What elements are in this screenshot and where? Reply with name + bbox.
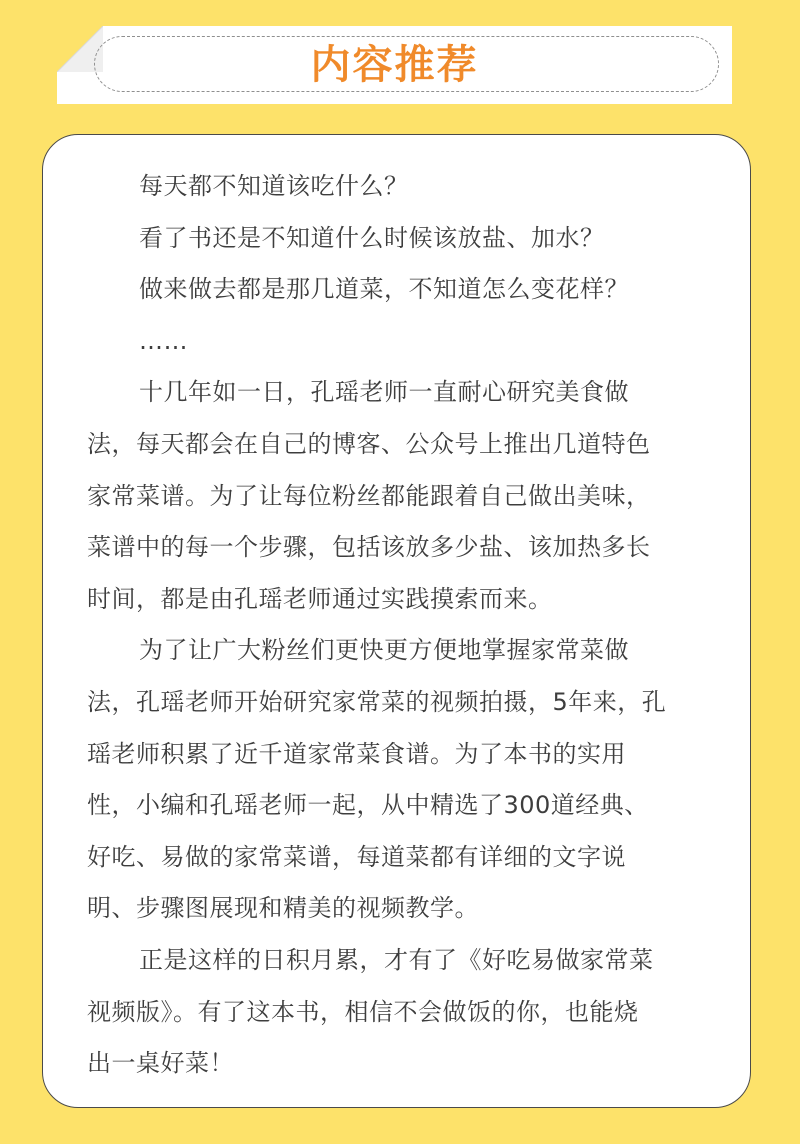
- text-line-8: 菜谱中的每一个步骤，包括该放多少盐、该加热多长: [87, 533, 651, 562]
- text-line-15: 明、步骤图展现和精美的视频教学。: [87, 894, 479, 923]
- page-title: 内容推荐: [310, 42, 479, 88]
- text-line-9: 时间，都是由孔瑶老师通过实践摸索而来。: [87, 584, 553, 613]
- text-line-16: 正是这样的日积月累，才有了《好吃易做家常菜: [139, 945, 654, 974]
- text-line-3: 做来做去都是那几道菜，不知道怎么变花样？: [139, 275, 629, 304]
- text-line-11: 法，孔瑶老师开始研究家常菜的视频拍摄，5年来，孔: [87, 687, 667, 716]
- text-line-17: 视频版》。有了这本书，相信不会做饭的你，也能烧: [87, 997, 639, 1026]
- text-line-4: ……: [139, 326, 188, 355]
- text-line-12: 瑶老师积累了近千道家常菜食谱。为了本书的实用: [87, 739, 626, 768]
- title-banner: [57, 26, 732, 104]
- text-line-13: 性，小编和孔瑶老师一起，从中精选了300道经典、: [87, 791, 649, 820]
- text-line-1: 每天都不知道该吃什么？: [139, 172, 409, 200]
- text-line-14: 好吃、易做的家常菜谱，每道菜都有详细的文字说: [87, 842, 626, 871]
- text-line-18: 出一桌好菜！: [87, 1049, 234, 1078]
- text-line-10: 为了让广大粉丝们更快更方便地掌握家常菜做: [139, 636, 629, 665]
- text-line-2: 看了书还是不知道什么时候该放盐、加水？: [139, 223, 605, 252]
- content-card: [42, 134, 751, 1108]
- content-text: [87, 161, 712, 1090]
- text-line-6: 法，每天都会在自己的博客、公众号上推出几道特色: [87, 429, 651, 458]
- text-line-5: 十几年如一日，孔瑶老师一直耐心研究美食做: [139, 378, 629, 407]
- text-line-7: 家常菜谱。为了让每位粉丝都能跟着自己做出美味，: [87, 481, 651, 510]
